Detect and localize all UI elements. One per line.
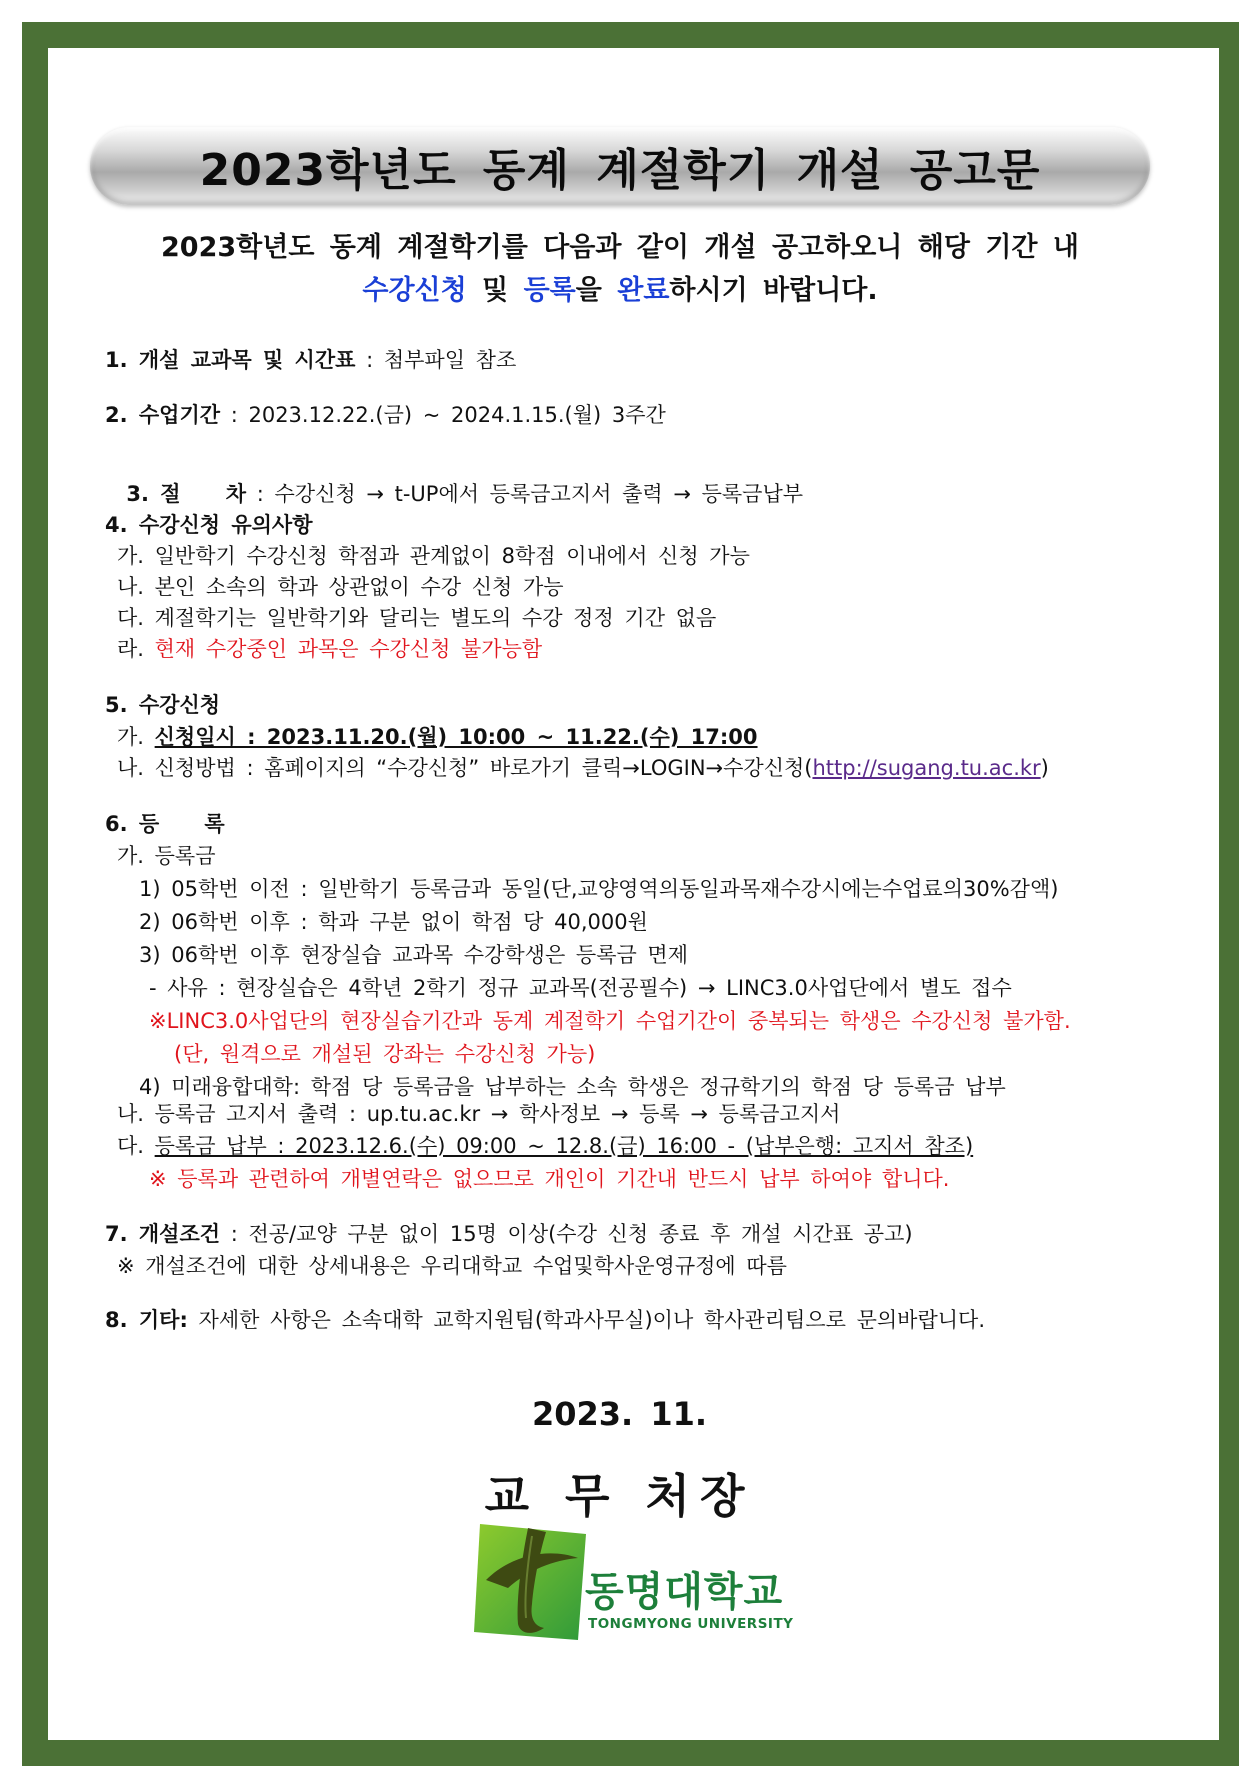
section-1-heading: 1. 개설 교과목 및 시간표 [105, 348, 356, 372]
section-5-item-b [117, 752, 1049, 782]
section-4-heading: 4. 수강신청 유의사항 [105, 513, 313, 537]
sugang-link[interactable]: http://sugang.tu.ac.kr [812, 756, 1041, 780]
section-4-item-c: 다. 계절학기는 일반학기와 달리는 별도의 수강 정정 기간 없음 [117, 606, 717, 630]
title-banner [90, 127, 1150, 205]
application-method: 나. 신청방법 : 홈페이지의 “수강신청” 바로가기 클릭→LOGIN→수강신청( [117, 756, 813, 780]
section-7 [105, 1218, 913, 1248]
section-4-warning: 현재 수강중인 과목은 수강신청 불가능함 [154, 637, 543, 661]
section-4-item-d [117, 633, 542, 663]
intro-highlight-complete: 완료 [617, 275, 670, 306]
section-2-heading: 2. 수업기간 [105, 403, 221, 427]
section-4-item-a: 가. 일반학기 수강신청 학점과 관계없이 8학점 이내에서 신청 가능 [117, 544, 750, 568]
section-7-heading: 7. 개설조건 [105, 1222, 221, 1246]
application-period: 신청일시 : 2023.11.20.(월) 10:00 ~ 11.22.(수) 17:00 [154, 725, 758, 749]
section-7-body: : 전공/교양 구분 없이 15명 이상(수강 신청 종료 후 개설 시간표 공고) [220, 1222, 913, 1246]
intro-text: 을 [575, 275, 618, 306]
section-6-a3-reason: - 사유 : 현장실습은 4학년 2학기 정규 교과목(전공필수) → LINC3.0사업단에서 별도 접수 [149, 976, 1012, 1000]
section-6-a3-note-1: ※LINC3.0사업단의 현장실습기간과 동계 계절학기 수업기간이 중복되는 학생은 수강신청 불가함. [149, 1009, 1071, 1033]
section-7-note: ※ 개설조건에 대한 상세내용은 우리대학교 수업및학사운영규정에 따름 [117, 1254, 787, 1278]
section-5-item-a [117, 721, 758, 751]
section-3-body: : 수강신청 → t-UP에서 등록금고지서 출력 → 등록금납부 [246, 482, 804, 506]
item-prefix: 다. [117, 1134, 155, 1158]
section-6-item-c [117, 1130, 973, 1160]
intro-text: 하시기 바랍니다. [669, 275, 878, 306]
section-6-item-b: 나. 등록금 고지서 출력 : up.tu.ac.kr → 학사정보 → 등록 → 등록금고지서 [117, 1102, 841, 1126]
section-1-body: : 첨부파일 참조 [355, 348, 517, 372]
intro-highlight-enroll: 등록 [523, 275, 576, 306]
section-6-heading: 6. 등 록 [105, 812, 225, 836]
section-6-item-a: 가. 등록금 [117, 844, 216, 868]
section-4-item-b: 나. 본인 소속의 학과 상관없이 수강 신청 가능 [117, 575, 564, 599]
intro-line-2 [60, 268, 1180, 307]
section-1 [105, 344, 516, 374]
section-2 [105, 399, 666, 429]
section-6-a3-note-2: (단, 원격으로 개설된 강좌는 수강신청 가능) [174, 1042, 596, 1066]
section-3-heading: 3. 절 차 [126, 482, 247, 506]
section-5-heading: 5. 수강신청 [105, 693, 221, 717]
section-6-item-a3: 3) 06학번 이후 현장실습 교과목 수강학생은 등록금 면제 [139, 943, 689, 967]
item-prefix: 라. [117, 637, 155, 661]
section-8-body: 자세한 사항은 소속대학 교학지원팀(학과사무실)이나 학사관리팀으로 문의바랍니다. [187, 1308, 985, 1332]
section-6-item-a2: 2) 06학번 이후 : 학과 구분 없이 학점 당 40,000원 [139, 910, 648, 934]
section-3 [105, 454, 803, 508]
intro-highlight-registration: 수강신청 [362, 275, 467, 306]
university-logo [472, 1518, 802, 1646]
notice-date: 2023. 11. [531, 1395, 708, 1433]
item-prefix: 가. [117, 725, 155, 749]
payment-period: 등록금 납부 : 2023.12.6.(수) 09:00 ~ 12.8.(금) 16:00 - (납부은행: 고지서 참조) [154, 1134, 974, 1158]
tongmyong-t-logo-icon [472, 1518, 592, 1644]
intro-line-1: 2023학년도 동계 계절학기를 다음과 같이 개설 공고하오니 해당 기간 내 [161, 232, 1079, 263]
logo-english-name: TONGMYONG UNIVERSITY [588, 1616, 794, 1632]
section-6-payment-note: ※ 등록과 관련하여 개별연락은 없으므로 개인이 기간내 반드시 납부 하여야 합니다. [149, 1167, 950, 1191]
intro-text: 및 [466, 275, 524, 306]
section-6-item-a4: 4) 미래융합대학: 학점 당 등록금을 납부하는 소속 학생은 정규학기의 학점 당 등록금 납부 [139, 1075, 1006, 1099]
section-2-body: : 2023.12.22.(금) ~ 2024.1.15.(월) 3주간 [220, 403, 666, 427]
paren-close: ) [1040, 756, 1049, 780]
section-8 [105, 1304, 985, 1334]
logo-korean-name: 동명대학교 [585, 1569, 784, 1615]
section-8-heading: 8. 기타: [105, 1308, 188, 1332]
page-title: 2023학년도 동계 계절학기 개설 공고문 [199, 145, 1041, 196]
issuer-signature: 교 무 처장 [484, 1469, 755, 1523]
section-6-item-a1: 1) 05학번 이전 : 일반학기 등록금과 동일(단,교양영역의동일과목재수강시에는수업료의30%감액) [139, 877, 1059, 901]
